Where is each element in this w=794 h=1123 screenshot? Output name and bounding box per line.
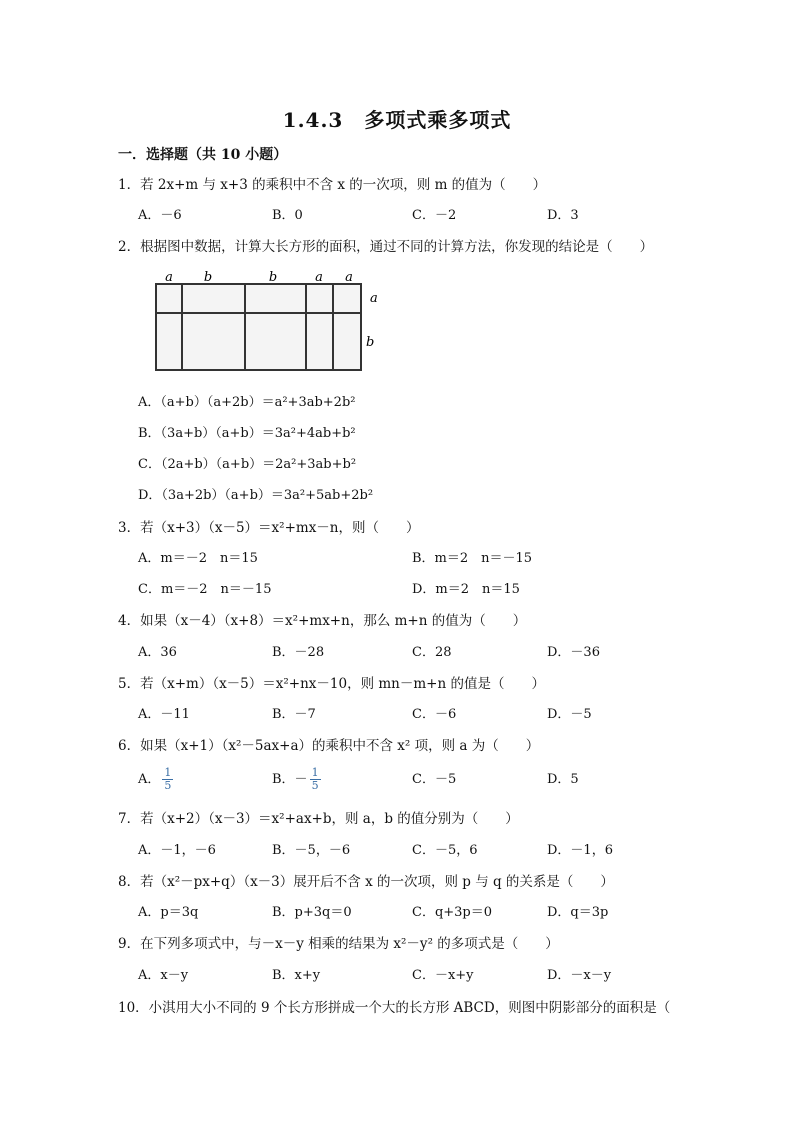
q6-option-a-label: A． <box>138 772 161 787</box>
q6-option-b[interactable] <box>272 766 321 794</box>
outer-rectangle <box>156 284 361 370</box>
question-2-stem: 2．根据图中数据，计算大长方形的面积，通过不同的计算方法，你发现的结论是（ ） <box>118 239 654 255</box>
question-7-stem: 7．若（x+2）（x－3）＝x²+ax+b，则 a，b 的值分别为（ ） <box>118 811 519 827</box>
q6-option-b-label: B．－ <box>272 772 308 787</box>
q1-option-b[interactable]: B．0 <box>272 208 303 223</box>
question-9-stem: 9．在下列多项式中，与－x－y 相乘的结果为 x²－y² 的多项式是（ ） <box>118 936 559 952</box>
q8-option-c[interactable]: C．q+3p＝0 <box>412 905 493 920</box>
q7-option-c[interactable]: C．－5，6 <box>412 843 478 858</box>
rectangle-figure <box>136 268 396 383</box>
top-label-4: a <box>315 270 323 285</box>
top-label-1: a <box>165 270 173 285</box>
q3-option-b[interactable]: B．m＝2 n＝－15 <box>412 551 533 566</box>
question-6-stem: 6．如果（x+1）（x²－5ax+a）的乘积中不含 x² 项，则 a 为（ ） <box>118 738 540 754</box>
q1-option-a[interactable]: A．－6 <box>138 208 182 223</box>
q3-option-d[interactable]: D．m＝2 n＝15 <box>412 582 520 597</box>
q8-option-d[interactable]: D．q＝3p <box>547 905 609 920</box>
q6-option-a[interactable] <box>138 766 173 794</box>
q1-option-c[interactable]: C．－2 <box>412 208 457 223</box>
q4-option-c[interactable]: C．28 <box>412 645 452 660</box>
q4-option-a[interactable]: A．36 <box>138 645 177 660</box>
question-5-stem: 5．若（x+m）（x－5）＝x²+nx－10，则 mn－m+n 的值是（ ） <box>118 676 545 692</box>
q2-option-c[interactable]: C．（2a+b）（a+b）＝2a²+3ab+b² <box>138 457 357 472</box>
top-label-5: a <box>345 270 353 285</box>
q5-option-b[interactable]: B．－7 <box>272 707 316 722</box>
side-label-1: a <box>370 291 378 306</box>
q8-option-a[interactable]: A．p＝3q <box>138 905 199 920</box>
q1-option-d[interactable]: D．3 <box>547 208 579 223</box>
section-heading: 一．选择题（共 10 小题） <box>118 147 288 163</box>
q3-option-c[interactable]: C．m＝－2 n＝－15 <box>138 582 272 597</box>
q2-option-a[interactable]: A．（a+b）（a+2b）＝a²+3ab+2b² <box>138 395 356 410</box>
q8-option-b[interactable]: B．p+3q＝0 <box>272 905 352 920</box>
q4-option-d[interactable]: D．－36 <box>547 645 600 660</box>
q2-option-d[interactable]: D．（3a+2b）（a+b）＝3a²+5ab+2b² <box>138 488 374 503</box>
q7-option-b[interactable]: B．－5，－6 <box>272 843 351 858</box>
side-label-2: b <box>366 335 375 350</box>
question-3-stem: 3．若（x+3）（x－5）＝x²+mx－n，则（ ） <box>118 520 420 536</box>
top-label-3: b <box>268 270 278 285</box>
question-8-stem: 8．若（x²－px+q）（x－3）展开后不含 x 的一次项，则 p 与 q 的关系是（ ） <box>118 874 614 890</box>
q3-option-a[interactable]: A．m＝－2 n＝15 <box>138 551 258 566</box>
q9-option-a[interactable]: A．x－y <box>138 968 189 983</box>
q5-option-c[interactable]: C．－6 <box>412 707 457 722</box>
q4-option-b[interactable]: B．－28 <box>272 645 325 660</box>
q9-option-b[interactable]: B．x+y <box>272 968 321 983</box>
top-label-2: b <box>203 270 213 285</box>
q5-option-a[interactable]: A．－11 <box>138 707 190 722</box>
q9-option-c[interactable]: C．－x+y <box>412 968 474 983</box>
q6-option-c[interactable]: C．－5 <box>412 772 457 787</box>
page-title: 1.4.3 多项式乘多项式 <box>282 108 512 132</box>
q2-option-b[interactable]: B．（3a+b）（a+b）＝3a²+4ab+b² <box>138 426 356 441</box>
rectangle-diagram <box>136 268 396 383</box>
q7-option-d[interactable]: D．－1，6 <box>547 843 613 858</box>
q6-option-d[interactable]: D．5 <box>547 772 579 787</box>
fraction-one-fifth: $\frac{1}{5}$ <box>311 766 319 792</box>
question-1-stem: 1．若 2x+m 与 x+3 的乘积中不含 x 的一次项，则 m 的值为（ ） <box>118 177 547 193</box>
question-4-stem: 4．如果（x－4）（x+8）＝x²+mx+n，那么 m+n 的值为（ ） <box>118 613 527 629</box>
q5-option-d[interactable]: D．－5 <box>547 707 592 722</box>
q7-option-a[interactable]: A．－1，－6 <box>138 843 216 858</box>
question-10-stem: 10．小淇用大小不同的 9 个长方形拼成一个大的长方形 ABCD，则图中阴影部分的面积是（ <box>118 1000 671 1016</box>
fraction-one-fifth: $\frac{1}{5}$ <box>164 766 172 792</box>
q9-option-d[interactable]: D．－x－y <box>547 968 612 983</box>
